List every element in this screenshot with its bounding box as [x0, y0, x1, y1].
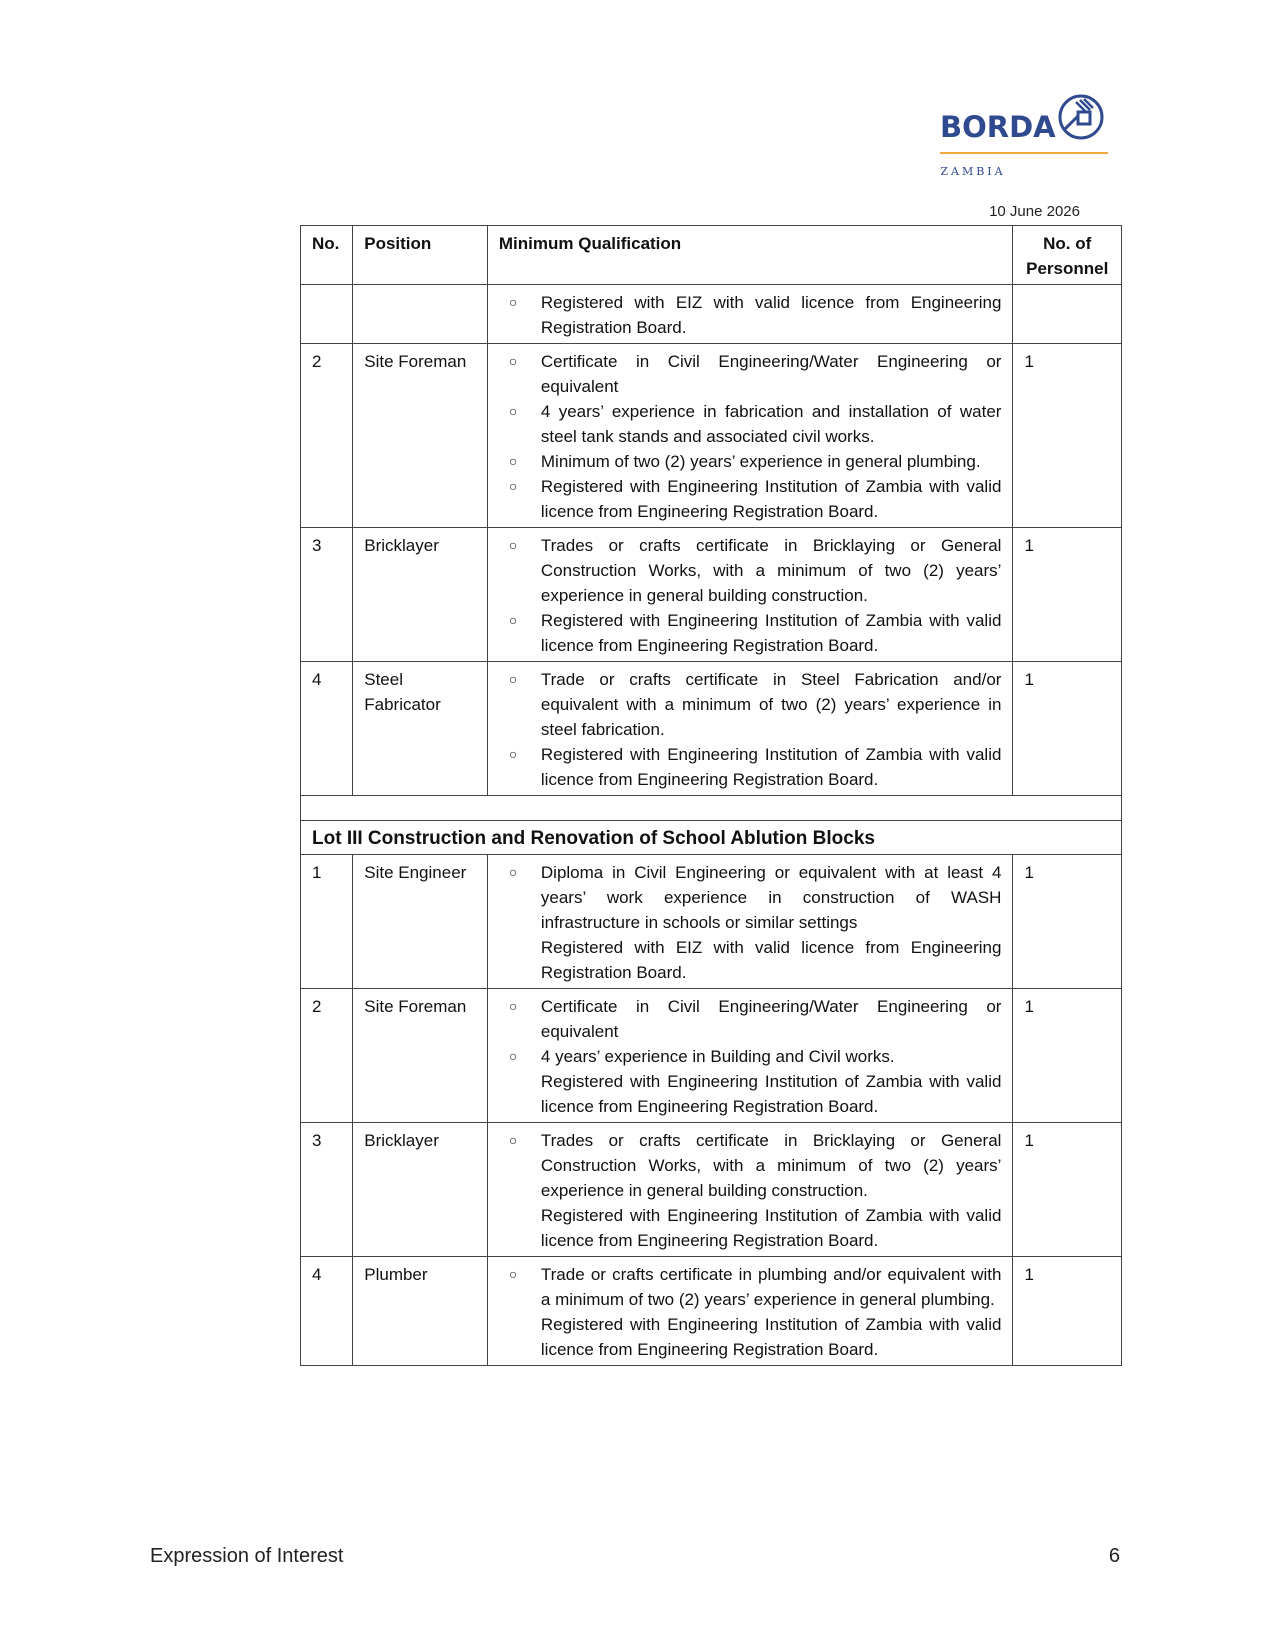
row-personnel-count: 1: [1013, 344, 1122, 528]
qualification-item: [499, 1262, 1002, 1312]
qualification-item: [499, 742, 1002, 792]
logo-text: BORDA: [940, 110, 1056, 144]
bullet-icon: ○: [508, 746, 518, 762]
qualification-text: Trades or crafts certificate in Bricklaying or General Construction Works, with a minimum of two (2) years’ experience in general building construction.: [540, 1131, 1002, 1200]
qualification-item: [499, 449, 1002, 474]
row-qualifications: [487, 855, 1013, 989]
personnel-table: [300, 225, 1122, 1366]
row-personnel-count: 1: [1013, 528, 1122, 662]
row-position: Site Foreman: [353, 344, 488, 528]
qualification-text: Trade or crafts certificate in plumbing and/or equivalent with a minimum of two (2) years’ experience in general plumbing.: [540, 1265, 1002, 1309]
table-row: [301, 1123, 1122, 1257]
lot-heading-row: [301, 821, 1122, 855]
qualification-item: [499, 1044, 1002, 1069]
qualification-text: 4 years’ experience in fabrication and installation of water steel tank stands and associated civil works.: [540, 402, 1002, 446]
bullet-icon: [499, 1203, 541, 1253]
qualification-text: Registered with Engineering Institution of Zambia with valid licence from Engineering Registration Board.: [540, 611, 1002, 655]
spacer-row: [301, 796, 1122, 821]
bullet-icon: ○: [508, 294, 518, 310]
row-position: Steel Fabricator: [353, 662, 488, 796]
table-row: [301, 344, 1122, 528]
table-row: [301, 528, 1122, 662]
qualification-item: [499, 1069, 1002, 1119]
qualification-text: Registered with Engineering Institution of Zambia with valid licence from Engineering Registration Board.: [540, 1315, 1002, 1359]
qualification-item: [499, 290, 1002, 340]
qualification-item: [499, 667, 1002, 742]
header-position: Position: [353, 226, 488, 285]
row-number: 3: [301, 1123, 353, 1257]
bullet-icon: [499, 1069, 541, 1119]
qualification-item: [499, 935, 1002, 985]
qualification-item: [499, 399, 1002, 449]
lot2-body: [301, 285, 1122, 796]
logo-subtitle: ZAMBIA: [940, 165, 1006, 178]
row-qualifications: [487, 285, 1013, 344]
brush-icon: [1056, 92, 1106, 142]
qualification-text: Certificate in Civil Engineering/Water Engineering or equivalent: [540, 352, 1002, 396]
table-row: [301, 285, 1122, 344]
row-position: Plumber: [353, 1257, 488, 1366]
row-number: 3: [301, 528, 353, 662]
bullet-icon: ○: [508, 453, 518, 469]
row-personnel-count: 1: [1013, 989, 1122, 1123]
qualification-item: [499, 1203, 1002, 1253]
lot3-body: [301, 796, 1122, 1366]
bullet-icon: ○: [508, 612, 518, 628]
header-no: No.: [301, 226, 353, 285]
row-position: Bricklayer: [353, 528, 488, 662]
lot3-title: Lot III Construction and Renovation of School Ablution Blocks: [301, 821, 1122, 855]
qualification-text: Registered with Engineering Institution of Zambia with valid licence from Engineering Registration Board.: [540, 745, 1002, 789]
qualification-text: Registered with Engineering Institution of Zambia with valid licence from Engineering Registration Board.: [540, 1072, 1002, 1116]
row-qualifications: [487, 344, 1013, 528]
row-personnel-count: 1: [1013, 1123, 1122, 1257]
table-row: [301, 855, 1122, 989]
table-row: [301, 989, 1122, 1123]
table-row: [301, 662, 1122, 796]
bullet-icon: ○: [508, 1132, 518, 1148]
bullet-icon: ○: [508, 998, 518, 1014]
row-qualifications: [487, 528, 1013, 662]
page-number: 6: [1108, 1545, 1120, 1567]
row-number: 2: [301, 344, 353, 528]
qualification-text: Registered with Engineering Institution of Zambia with valid licence from Engineering Registration Board.: [540, 1206, 1002, 1250]
table-row: [301, 1257, 1122, 1366]
row-number: 1: [301, 855, 353, 989]
row-qualifications: [487, 1123, 1013, 1257]
qualification-item: [499, 608, 1002, 658]
bullet-icon: ○: [508, 403, 518, 419]
bullet-icon: ○: [508, 1266, 518, 1282]
bullet-icon: ○: [508, 353, 518, 369]
bullet-icon: [499, 935, 541, 985]
table-header-row: [301, 226, 1122, 285]
qualification-item: [499, 1128, 1002, 1203]
row-number: 2: [301, 989, 353, 1123]
bullet-icon: ○: [508, 1048, 518, 1064]
row-position: Site Foreman: [353, 989, 488, 1123]
row-qualifications: [487, 1257, 1013, 1366]
qualification-text: Trade or crafts certificate in Steel Fabrication and/or equivalent with a minimum of two (2) years’ experience in steel fabrication.: [540, 670, 1002, 739]
row-personnel-count: 1: [1013, 855, 1122, 989]
qualification-text: Minimum of two (2) years’ experience in general plumbing.: [540, 452, 981, 471]
borda-logo: [940, 92, 1110, 182]
row-position: [353, 285, 488, 344]
row-personnel-count: [1013, 285, 1122, 344]
qualification-item: [499, 349, 1002, 399]
document-date: 10 June 2026: [989, 203, 1080, 220]
row-number: [301, 285, 353, 344]
bullet-icon: ○: [508, 537, 518, 553]
qualification-item: [499, 1312, 1002, 1362]
qualification-text: 4 years’ experience in Building and Civil works.: [540, 1047, 895, 1066]
row-personnel-count: 1: [1013, 1257, 1122, 1366]
header-personnel: No. of Personnel: [1013, 226, 1122, 285]
bullet-icon: ○: [508, 671, 518, 687]
qualification-text: Trades or crafts certificate in Bricklaying or General Construction Works, with a minimum of two (2) years’ experience in general building construction.: [540, 536, 1002, 605]
row-personnel-count: 1: [1013, 662, 1122, 796]
row-qualifications: [487, 989, 1013, 1123]
row-qualifications: [487, 662, 1013, 796]
footer-title: Expression of Interest: [150, 1545, 344, 1567]
logo-underline: [940, 152, 1108, 154]
qualification-text: Registered with Engineering Institution of Zambia with valid licence from Engineering Registration Board.: [540, 477, 1002, 521]
row-position: Site Engineer: [353, 855, 488, 989]
qualification-text: Registered with EIZ with valid licence from Engineering Registration Board.: [540, 938, 1002, 982]
bullet-icon: ○: [508, 478, 518, 494]
row-number: 4: [301, 662, 353, 796]
header-qualification: Minimum Qualification: [487, 226, 1013, 285]
row-position: Bricklayer: [353, 1123, 488, 1257]
qualification-item: [499, 533, 1002, 608]
qualification-text: Diploma in Civil Engineering or equivalent with at least 4 years’ work experience in construction of WASH infrastructure in schools or similar settings: [540, 863, 1002, 932]
qualification-item: [499, 860, 1002, 935]
bullet-icon: ○: [508, 864, 518, 880]
bullet-icon: [499, 1312, 541, 1362]
qualification-text: Certificate in Civil Engineering/Water Engineering or equivalent: [540, 997, 1002, 1041]
qualification-text: Registered with EIZ with valid licence from Engineering Registration Board.: [540, 293, 1002, 337]
qualification-item: [499, 994, 1002, 1044]
qualification-item: [499, 474, 1002, 524]
row-number: 4: [301, 1257, 353, 1366]
